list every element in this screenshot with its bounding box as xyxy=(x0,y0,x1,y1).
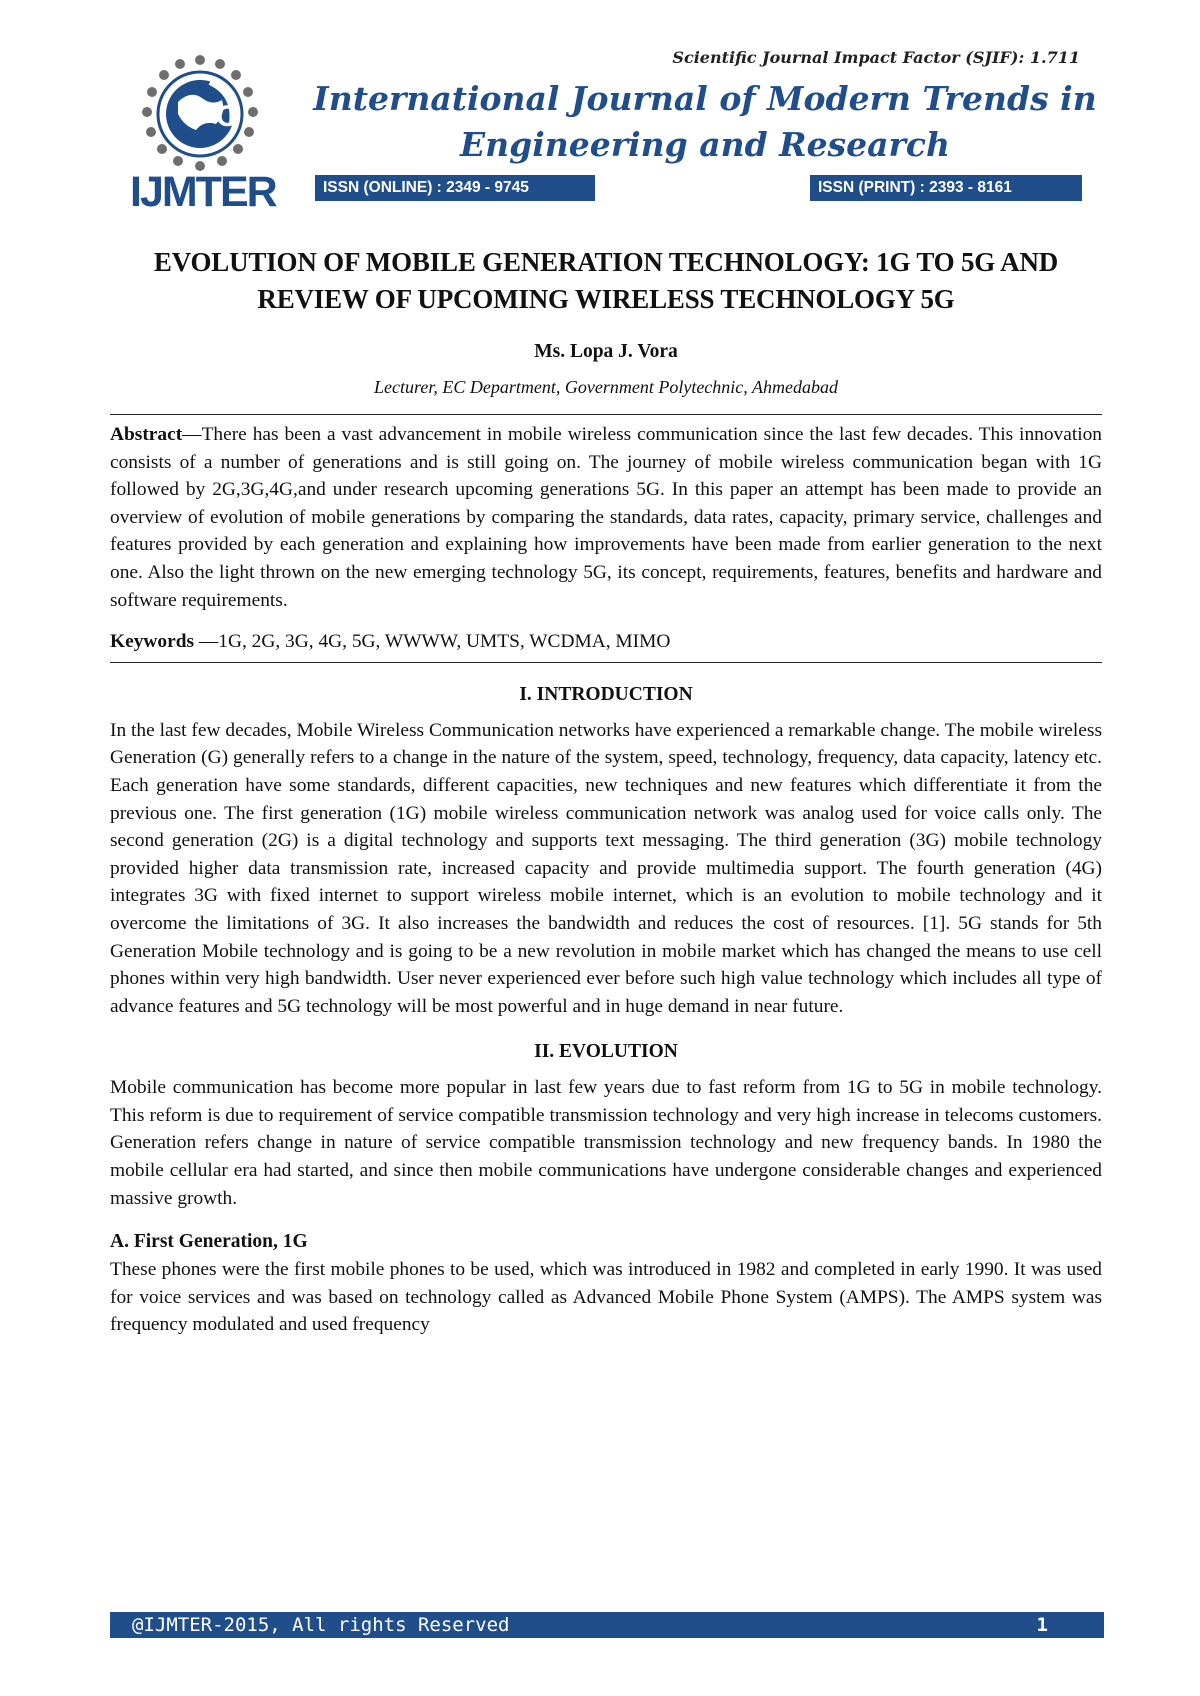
issn-online-badge: ISSN (ONLINE) : 2349 - 9745 xyxy=(315,175,595,201)
abstract-text: —There has been a vast advancement in mobile wireless communication since the last few decades. This innovation consists of a number of generations and is still going on. The journey of mobile wireless communication began with 1G followed by 2G,3G,4G,and under research upcoming generations 5G. In this paper an attempt has been made to provide an overview of evolution of mobile generations by comparing the standards, data rates, capacity, primary service, challenges and features provided by each generation and explaining how improvements have been made from earlier generation to the next one. Also the light thrown on the new emerging technology 5G, its concept, requirements, features, benefits and hardware and software requirements. xyxy=(110,424,1102,611)
abstract-label: Abstract xyxy=(110,424,183,445)
impact-factor: Scientific Journal Impact Factor (SJIF): 1.711 xyxy=(672,48,1080,67)
journal-logo-text: IJMTER xyxy=(130,168,276,216)
evolution-paragraph: Mobile communication has become more popular in last few years due to fast reform from 1G to 5G in mobile technology. This reform is due to requirement of service compatible transmission technology and very high increase in telecoms customers. Generation refers change in nature of service compatible transmission technology and new frequency bands. In 1980 the mobile cellular era had started, and since then mobile communications have undergone considerable changes and experienced massive growth. xyxy=(110,1077,1102,1209)
section-heading-evolution: II. EVOLUTION xyxy=(534,1041,678,1063)
paper-content xyxy=(110,244,1102,1339)
keywords xyxy=(110,628,1102,656)
author-name: Ms. Lopa J. Vora xyxy=(534,341,678,362)
journal-masthead xyxy=(110,40,1100,215)
introduction-paragraph: In the last few decades, Mobile Wireless Communication networks have experienced a remarkable change. The mobile wireless Generation (G) generally refers to a change in the nature of the system, speed, technology, frequency, data capacity, latency etc. Each generation have some standards, different capacities, new techniques and new features which differentiate it from the previous one. The first generation (1G) mobile wireless communication network was analog used for voice calls only. The second generation (2G) is a digital technology and supports text messaging. The third generation (3G) mobile technology provided higher data transmission rate, increased capacity and provide multimedia support. The fourth generation (4G) integrates 3G with fixed internet to support wireless mobile internet, which is an evolution to mobile technology and it overcome the limitations of 3G. It also increases the bandwidth and reduces the cost of resources. [1]. 5G stands for 5th Generation Mobile technology and is going to be a new revolution in mobile market which has changed the means to use cell phones within very high bandwidth. User never experienced ever before such high value technology which includes all type of advance features and 5G technology will be most powerful and in huge demand in near future. xyxy=(110,719,1102,1017)
issn-print-badge: ISSN (PRINT) : 2393 - 8161 xyxy=(810,175,1082,201)
footer-copyright: @IJMTER-2015, All rights Reserved xyxy=(132,1614,510,1636)
first-generation-paragraph: These phones were the first mobile phones to be used, which was introduced in 1982 and completed in early 1990. It was used for voice services and was based on technology called as Advanced Mobile Phone System (AMPS). The AMPS system was frequency modulated and used frequency xyxy=(110,1259,1102,1336)
journal-title: International Journal of Modern Trends in Engineering and Research xyxy=(313,79,1097,164)
section-heading-introduction: I. INTRODUCTION xyxy=(519,683,693,705)
abstract xyxy=(110,415,1102,614)
author-affiliation: Lecturer, EC Department, Government Polytechnic, Ahmedabad xyxy=(374,377,838,397)
page-footer xyxy=(110,1612,1104,1638)
keywords-text: —1G, 2G, 3G, 4G, 5G, WWWW, UMTS, WCDMA, MIMO xyxy=(194,631,671,653)
keywords-bottom-rule xyxy=(110,662,1102,663)
page-number: 1 xyxy=(1036,1614,1048,1636)
svg-text:C: C xyxy=(216,100,238,133)
keywords-label: Keywords xyxy=(110,631,195,653)
paper-title: EVOLUTION OF MOBILE GENERATION TECHNOLOGY: 1G TO 5G AND REVIEW OF UPCOMING WIRELESS TECHNOLOGY 5G xyxy=(153,247,1059,314)
subsection-heading-first-generation: A. First Generation, 1G xyxy=(110,1231,308,1253)
globe-seal-icon xyxy=(140,54,260,174)
